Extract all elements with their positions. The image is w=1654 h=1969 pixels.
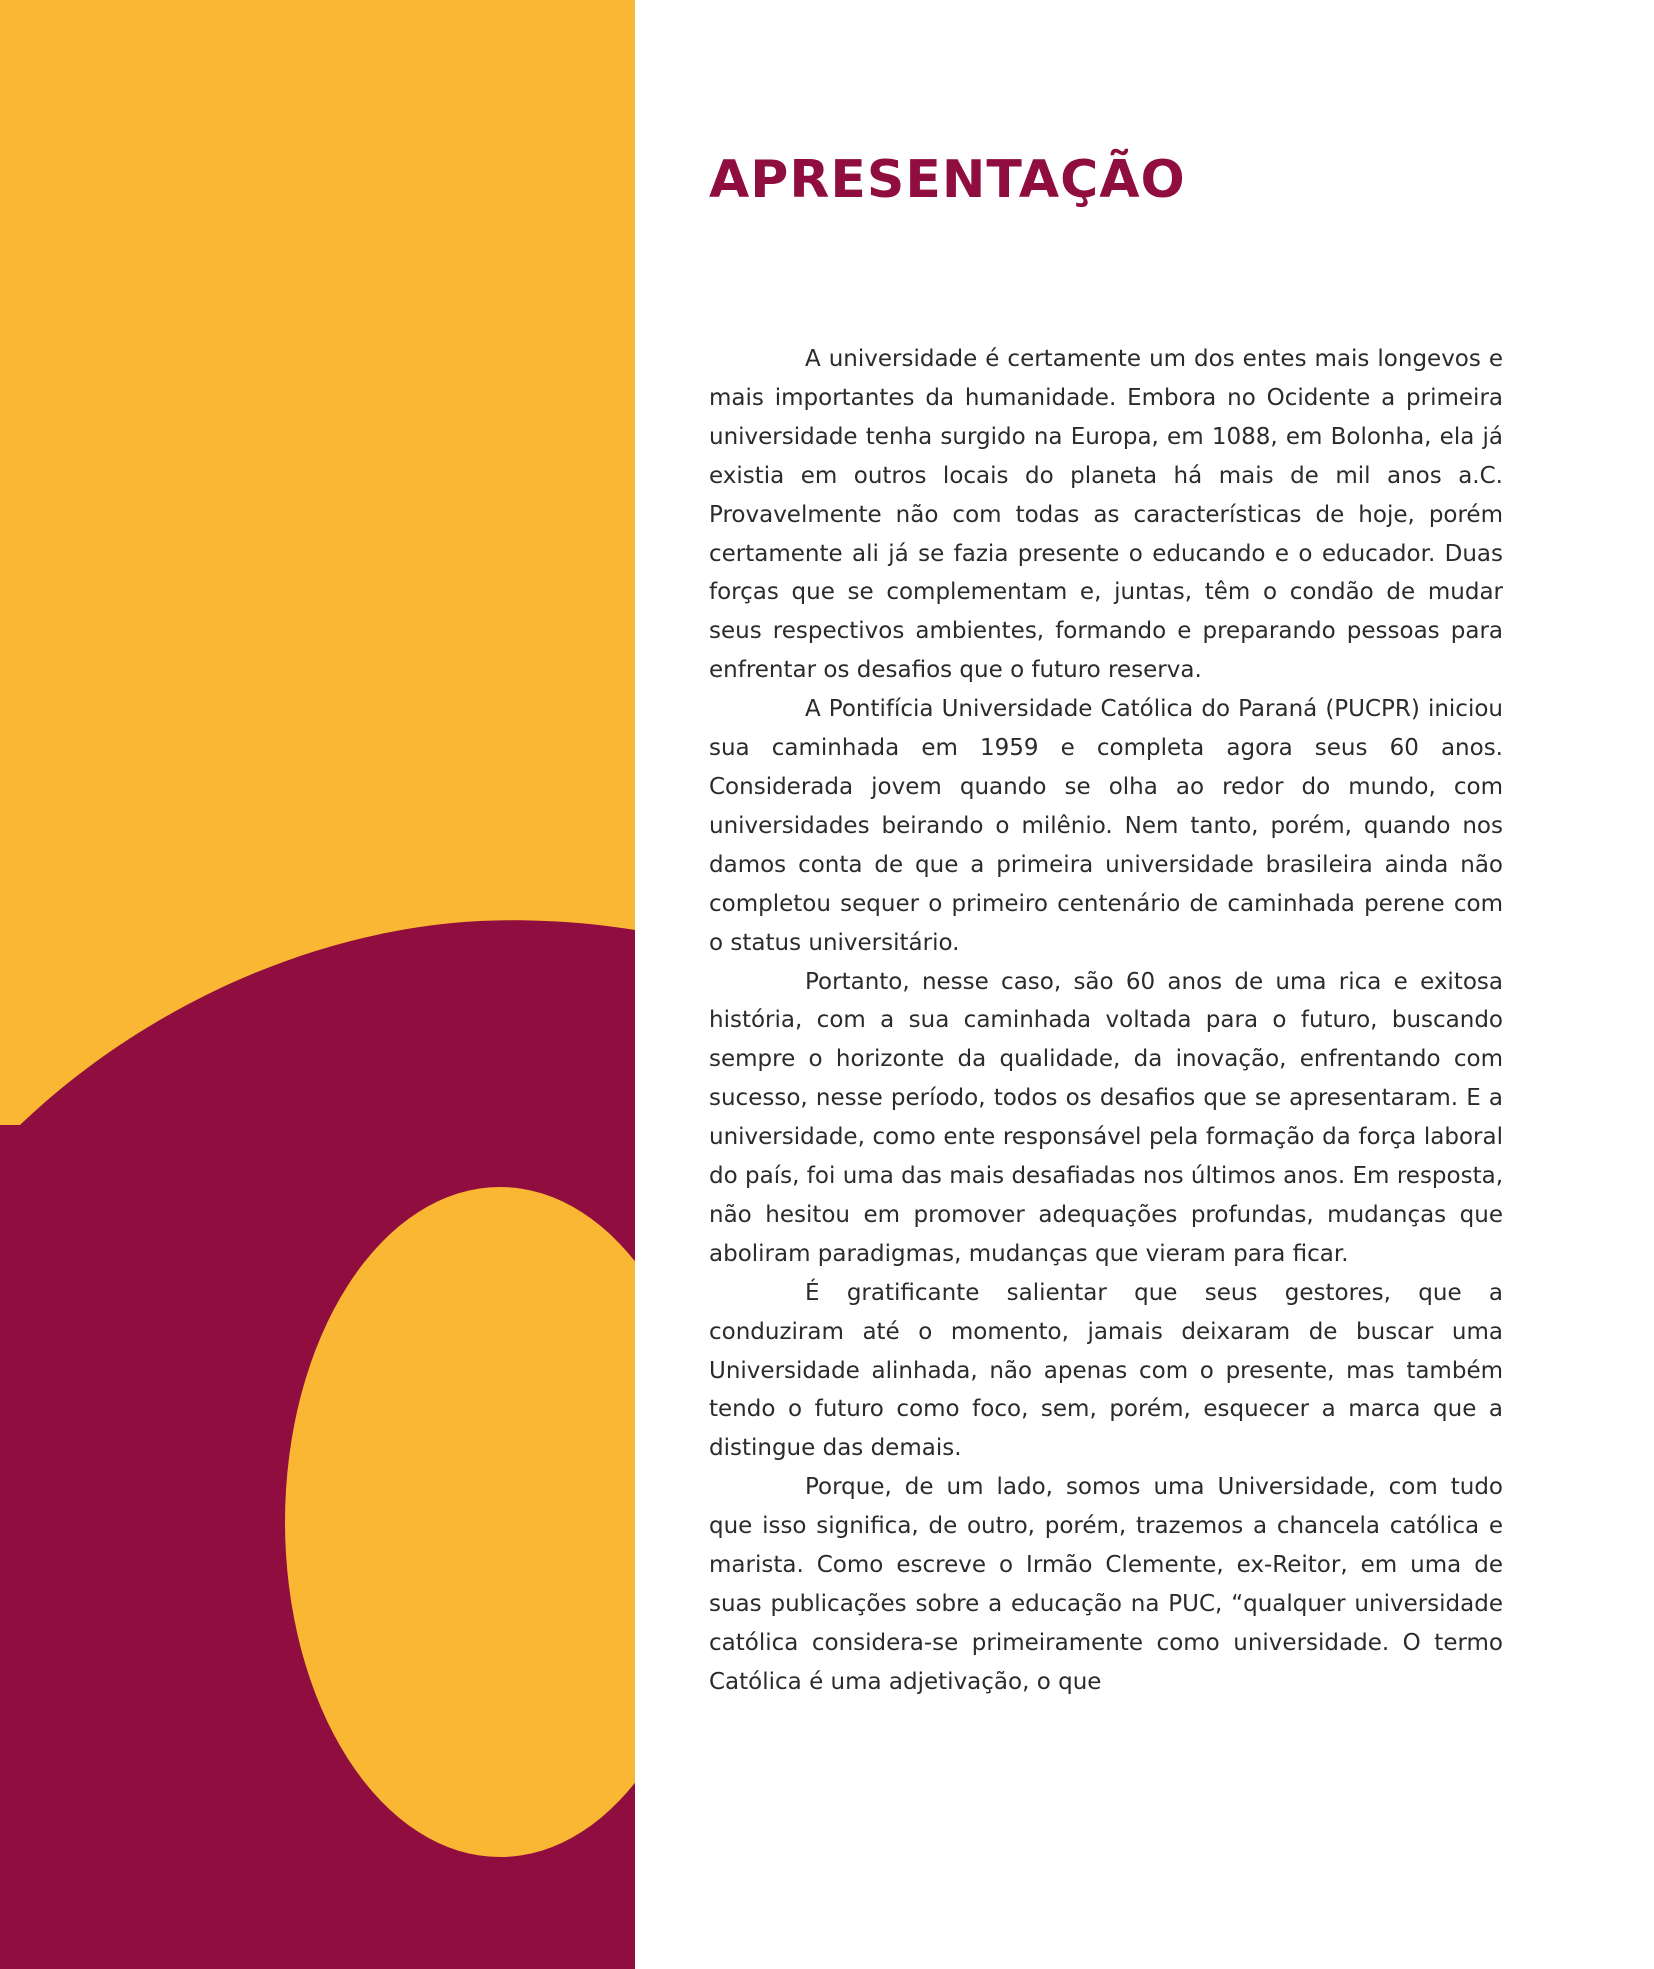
decorative-graphic-panel <box>0 0 635 1969</box>
page-title: APRESENTAÇÃO <box>709 150 1186 210</box>
body-text <box>709 340 1503 1702</box>
paragraph-2: A Pontifícia Universidade Católica do Paraná (PUCPR) iniciou sua caminhada em 1959 e completa agora seus 60 anos. Considerada jovem quando se olha ao redor do mundo, com universidades beirando o milênio. Nem tanto, porém, quando nos damos conta de que a primeira universidade brasileira ainda não completou sequer o primeiro centenário de caminhada perene com o status universitário. <box>709 696 1503 956</box>
paragraph-5: Porque, de um lado, somos uma Universidade, com tudo que isso significa, de outro, porém, trazemos a chancela católica e marista. Como escreve o Irmão Clemente, ex-Reitor, em uma de suas publicações sobre a educação na PUC, “qualquer universidade católica considera-se primeiramente como universidade. O termo Católica é uma adjetivação, o que <box>709 1474 1503 1695</box>
paragraph-1: A universidade é certamente um dos entes mais longevos e mais importantes da humanidade. Embora no Ocidente a primeira universidade tenha surgido na Europa, em 1088, em Bolonha, ela já existia em outros locais do planeta há mais de mil anos a.C. Provavelmente não com todas as características de hoje, porém certamente ali já se fazia presente o educando e o educador. Duas forças que se complementam e, juntas, têm o condão de mudar seus respectivos ambientes, formando e preparando pessoas para enfrentar os desafios que o futuro reserva. <box>709 346 1503 684</box>
paragraph-4: É gratificante salientar que seus gestores, que a conduziram até o momento, jamais deixaram de buscar uma Universidade alinhada, não apenas com o presente, mas também tendo o futuro como foco, sem, porém, esquecer a marca que a distingue das demais. <box>709 1279 1503 1462</box>
paragraph-3: Portanto, nesse caso, são 60 anos de uma rica e exitosa história, com a sua caminhada voltada para o futuro, buscando sempre o horizonte da qualidade, da inovação, enfrentando com sucesso, nesse período, todos os desafios que se apresentaram. E a universidade, como ente responsável pela formação da força laboral do país, foi uma das mais desafiadas nos últimos anos. Em resposta, não hesitou em promover adequações profundas, mudanças que aboliram paradigmas, mudanças que vieram para ficar. <box>709 968 1503 1267</box>
sixty-graphic <box>0 0 635 1969</box>
